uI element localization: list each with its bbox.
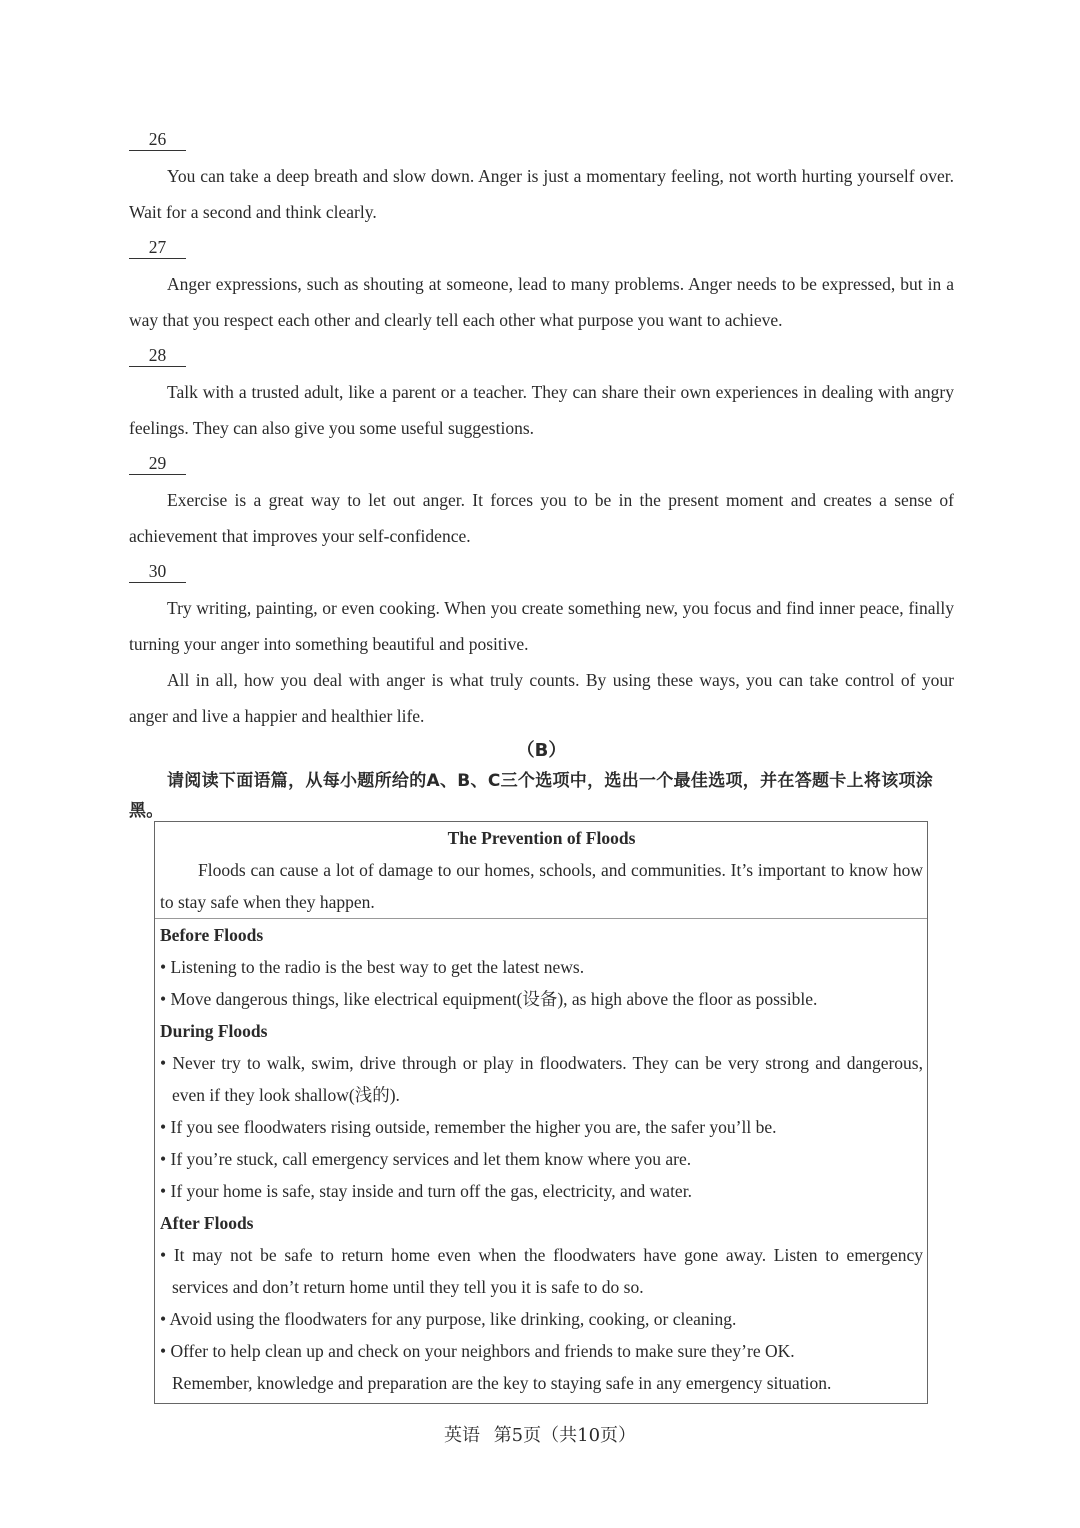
passage-intro: Floods can cause a lot of damage to our homes, schools, and communities. It’s important to know how to stay safe when they happen. [160, 860, 923, 912]
blank-28: 28 [129, 344, 954, 366]
blank-30: 30 [129, 560, 954, 582]
part-a [129, 128, 954, 826]
during-item: • If you see floodwaters rising outside, remember the higher you are, the safer you’ll be. [160, 1117, 777, 1137]
after-item: • Offer to help clean up and check on your neighbors and friends to make sure they’re OK. [160, 1341, 795, 1361]
remember-note: Remember, knowledge and preparation are the key to staying safe in any emergency situation. [172, 1373, 832, 1393]
box-header [155, 822, 927, 919]
section-b-instruction: 请阅读下面语篇，从每小题所给的A、B、C三个选项中，选出一个最佳选项，并在答题卡上将该项涂黑。 [129, 771, 934, 821]
page-footer [0, 1421, 1080, 1447]
conclusion-paragraph: All in all, how you deal with anger is what truly counts. By using these ways, you can take control of your anger and live a happier and healthier life. [129, 670, 954, 726]
during-item: • If you’re stuck, call emergency services and let them know where you are. [160, 1149, 692, 1169]
paragraph-30: Try writing, painting, or even cooking. When you create something new, you focus and find inner peace, finally turning your anger into something beautiful and positive. [129, 598, 954, 654]
during-floods-heading: During Floods [160, 1021, 268, 1041]
footer-subject: 英语 [443, 1425, 480, 1446]
footer-page-number: 第5页（共10页） [493, 1425, 637, 1446]
after-item: • It may not be safe to return home even when the floodwaters have gone away. Listen to emergency services and don’t return home until they tell you it is safe to do so. [160, 1245, 923, 1297]
blank-29: 29 [129, 452, 954, 474]
box-body [155, 919, 927, 1403]
after-floods-heading: After Floods [160, 1213, 254, 1233]
blank-26: 26 [129, 128, 954, 150]
paragraph-27: Anger expressions, such as shouting at someone, lead to many problems. Anger needs to be expressed, but in a way that you respect each other and clearly tell each other what purpose you want to achieve. [129, 274, 954, 330]
paragraph-28: Talk with a trusted adult, like a parent or a teacher. They can share their own experiences in dealing with angry feelings. They can also give you some useful suggestions. [129, 382, 954, 438]
during-item: • If your home is safe, stay inside and turn off the gas, electricity, and water. [160, 1181, 692, 1201]
floods-passage-box [154, 821, 928, 1404]
before-floods-heading: Before Floods [160, 925, 264, 945]
before-item: • Move dangerous things, like electrical equipment(设备), as high above the floor as possible. [160, 989, 818, 1009]
before-item: • Listening to the radio is the best way to get the latest news. [160, 957, 585, 977]
after-item: • Avoid using the floodwaters for any purpose, like drinking, cooking, or cleaning. [160, 1309, 737, 1329]
paragraph-29: Exercise is a great way to let out anger. It forces you to be in the present moment and creates a sense of achievement that improves your self-confidence. [129, 490, 954, 546]
paragraph-26: You can take a deep breath and slow down. Anger is just a momentary feeling, not worth hurting yourself over. Wait for a second and think clearly. [129, 166, 954, 222]
during-item: • Never try to walk, swim, drive through or play in floodwaters. They can be very strong and dangerous, even if they look shallow(浅的). [160, 1053, 923, 1105]
section-b-label: （B） [516, 740, 567, 761]
passage-title: The Prevention of Floods [447, 828, 636, 848]
blank-27: 27 [129, 236, 954, 258]
